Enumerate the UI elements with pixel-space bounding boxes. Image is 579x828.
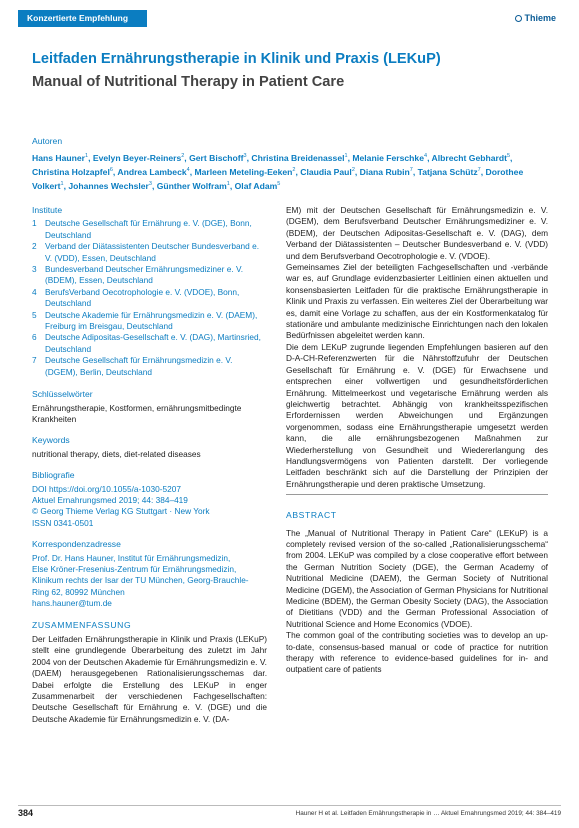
author-name: Tatjana Schütz — [417, 167, 478, 178]
author-affiliation-number: 1 — [226, 181, 230, 188]
author-affiliation-number: 1 — [60, 181, 64, 188]
article-title-german: Leitfaden Ernährungstherapie in Klinik und Praxis (LEKuP) — [32, 51, 441, 67]
author-affiliation-number: 4 — [424, 153, 428, 160]
institute-text: Deutsche Gesellschaft für Ernährung e. V. (DGE), Bonn, Deutschland — [45, 218, 252, 240]
copyright: © Georg Thieme Verlag KG Stuttgart · New York — [32, 506, 210, 517]
author-name: Hans Hauner — [32, 153, 86, 164]
institute-text: Deutsche Gesellschaft für Ernährungsmedizin e. V. (DGEM), Berlin, Deutschland — [45, 355, 233, 377]
abstract-paragraph: The „Manual of Nutritional Therapy in Patient Care“ (LEKuP) is a completely revised version of the so-called „Rationalisierungsschema“ from 2004. LEKuP was compiled by a close cooperative effort between the German Nutrition Society (DGE), the German Academy of Nutritional Medicine (DAEM), the German Society of Nutritional Medicine (DGEM), the Association of German Physicians for Nutritional Medicine (BDEM), the German Obesity Society (DAG), the Association of Dietitians (VDD) and the German Professional Association of Nutritional Science and Home Economics (VDOE). — [286, 527, 548, 629]
institute-item — [32, 332, 267, 355]
thieme-logo-icon — [515, 15, 522, 22]
institute-item — [32, 241, 267, 264]
left-column — [32, 205, 267, 725]
footer-rule — [18, 805, 561, 806]
correspondence-block — [32, 539, 267, 609]
author-affiliation-number: 5 — [277, 181, 281, 188]
author-name: Melanie Ferschke — [352, 153, 424, 164]
author-name: Gert Bischoff — [189, 153, 244, 164]
author-name: Diana Rubin — [359, 167, 410, 178]
author-list: Hans Hauner$^1$, Evelyn Beyer-Reiners$^2$, Gert Bischoff$^3$, Christina Breidenassel$^1$, Melanie Ferschke$^4$, Albrecht Gebhardt$^5$, Christina Holzapfel$^6$, Andrea Lambeck$^4$, Marleen Meteling-Eeken$^2$, Claudia Paul$^2$, Diana Rubin$^7$, Tatjana Schütz$^7$, Dorothee Volkert$^1$, Johannes Wechsler$^3$, Günther Wolfram$^1$, Olaf Adam$^5$ — [32, 153, 524, 192]
author-affiliation-number: 2 — [292, 167, 296, 174]
correspondence-line: Ring 62, 80992 München — [32, 586, 125, 597]
bibliography-block — [32, 470, 267, 529]
author-affiliation-number: 5 — [506, 153, 511, 160]
publisher-logo — [515, 13, 556, 23]
institute-item — [32, 355, 267, 378]
publisher-name: Thieme — [524, 13, 556, 23]
author-name: Marleen Meteling-Eeken — [194, 167, 293, 178]
author-name: Christina Breidenassel — [251, 153, 345, 164]
keywords-de-text: Ernährungstherapie, Kostformen, ernährungsmitbedingte Krankheiten — [32, 402, 242, 424]
author-affiliation-number: 1 — [344, 153, 348, 160]
author-name: Christina Holzapfel — [32, 167, 110, 178]
author-affiliation-number: 2 — [351, 167, 355, 174]
author-affiliation-number: 7 — [477, 167, 481, 174]
page-number: 384 — [18, 808, 34, 818]
author-name: Andrea Lambeck — [117, 167, 187, 178]
author-name: Evelyn Beyer-Reiners — [92, 153, 182, 164]
keywords-en-heading: Keywords — [32, 435, 70, 446]
keywords-de-block — [32, 389, 267, 425]
author-affiliation-number: 7 — [409, 167, 413, 174]
institute-text: BerufsVerband Oecotrophologie e. V. (VDOE), Bonn, Deutschland — [45, 286, 240, 309]
abstract-paragraph: The common goal of the contributing societies was to develop an up-to-date, consensus-based manual or code of practice for nutrition therapy with reference to evidence-based guidelines for in- and outpatient care of patients — [286, 630, 548, 675]
institute-number: 6 — [32, 332, 37, 343]
institute-item — [32, 264, 267, 287]
body-paragraph: EM) mit der Deutschen Gesellschaft für Ernährungsmedizin e. V. (DGEM), dem Berufsverband Deutscher Ernährungsmediziner e. V. (BDEM), der Deutschen Adipositas-Gesellschaft e. V. (DAG), dem Verband der Diätassistenten – Deutscher Bundesverband e. V. (VDD) und dem Berufsverband Oecotrophologie e. V. (VDOE). — [286, 205, 548, 261]
author-affiliation-number: 2 — [181, 153, 185, 160]
author-affiliation-number: 6 — [109, 167, 113, 174]
issn: ISSN 0341-0501 — [32, 517, 94, 528]
doi-link[interactable]: DOI https://doi.org/10.1055/a-1030-5207 — [32, 483, 181, 494]
institute-text: Verband der Diätassistenten Deutscher Bundesverband e. V. (VDD), Essen, Deutschland — [45, 241, 260, 263]
author-affiliation-number: 3 — [148, 181, 152, 188]
institute-number: 7 — [32, 355, 37, 366]
correspondence-line: Else Kröner-Fresenius-Zentrum für Ernährungsmedizin, — [32, 563, 237, 574]
author-name: Albrecht Gebhardt — [431, 153, 507, 164]
institute-number: 2 — [32, 241, 37, 252]
footer-citation: Hauner H et al. Leitfaden Ernährungstherapie in … Aktuel Ernahrungsmed 2019; 44: 384–419 — [295, 810, 561, 817]
right-column — [286, 205, 548, 676]
institute-number: 4 — [32, 286, 37, 297]
institute-number: 1 — [32, 218, 37, 229]
authors-heading: Autoren — [32, 136, 63, 146]
body-paragraph: Gemeinsames Ziel der beteiligten Fachgesellschaften und -verbände war es, auf Grundlage evidenzbasierter Leitlinien einen aktuellen und konsensbasierten Leitfaden für die praktische Ernährungstherapie in Klinik und Praxis zu verfassen. Ein weiteres Ziel der Überarbeitung war es, damit eine Vorlage zu schaffen, aus der ein Kostformenkatalog für stationäre und ambulante medizinische Einrichtungen nach den lokalen Bedürfnissen abgeleitet werden kann. — [286, 262, 548, 341]
section-tag: Konzertierte Empfehlung — [18, 10, 147, 27]
author-name: Johannes Wechsler — [68, 181, 149, 192]
correspondence-heading: Korrespondenzadresse — [32, 539, 121, 550]
keywords-en-text: nutritional therapy, diets, diet-related diseases — [32, 448, 201, 459]
institutes-heading: Institute — [32, 205, 63, 215]
bibliography-heading: Bibliografie — [32, 470, 75, 481]
institute-number: 3 — [32, 264, 37, 275]
authors-block — [32, 135, 552, 192]
institute-number: 5 — [32, 309, 37, 320]
institute-text: Deutsche Akademie für Ernährungsmedizin e. V. (DAEM), Freiburg im Breisgau, Deutschland — [45, 309, 258, 332]
institute-item — [32, 218, 267, 241]
institute-text: Deutsche Adipositas-Gesellschaft e. V. (DAG), Martinsried, Deutschland — [45, 332, 261, 354]
author-name: Dorothee Volkert — [32, 167, 524, 192]
author-name: Günther Wolfram — [156, 181, 227, 192]
institute-item — [32, 310, 267, 333]
body-paragraph: Die dem LEKuP zugrunde liegenden Empfehlungen basieren auf den D-A-CH-Referenzwerten für die Nährstoffzufuhr der Deutschen Gesellschaft für Ernährung e. V. (DGE) für Erwachsene und entsprechen einer vollwertigen und gesundheitsförderlichen Ernährung. Mittelmeerkost und vegetarische Ernährung werden als gleichwertig betrachtet. Abhängig von krankheitsspezifischen Erfordernissen werden Abweichungen und Ergänzungen vorgenommen, sodass eine Ernährungstherapie umgesetzt werden kann, die alle ernährungsbezogenen Maßnahmen zur Wiederherstellung von Gesundheit und Wiedererlangung des Handlungsvermögens von Patienten darstellt. Der vorliegende Leitfaden beschränkt sich auf die Darstellung der Prinzipien der Ernährungstherapie und deren praktische Umsetzung. — [286, 341, 548, 489]
keywords-en-block — [32, 435, 267, 460]
zusammenfassung-heading: ZUSAMMENFASSUNG — [32, 619, 132, 630]
correspondence-line: Klinikum rechts der Isar der TU München, Georg-Brauchle- — [32, 575, 249, 586]
correspondence-email-link[interactable]: hans.hauner@tum.de — [32, 598, 112, 609]
abstract-heading: ABSTRACT — [286, 510, 337, 521]
author-name: Olaf Adam — [234, 181, 278, 192]
author-name: Claudia Paul — [300, 167, 352, 178]
author-affiliation-number: 4 — [186, 167, 190, 174]
institute-text: Bundesverband Deutscher Ernährungsmediziner e. V. (BDEM), Essen, Deutschland — [45, 264, 244, 286]
abstract-divider — [286, 494, 548, 495]
zusammenfassung-text: Der Leitfaden Ernährungstherapie in Klinik und Praxis (LEKuP) stellt eine grundlegende Überarbeitung des zuletzt im Jahr 2004 von der Deutschen Akademie für Ernährungsmedizin e. V. (DAEM) herausgegebenen Rationalisierungsschemas dar. Dabei erfolgte die Erstellung des LEKuP in enger Zusammenarbeit der verschiedenen Fachgesellschaften: Deutsche Gesellschaft für Ernährung e. V. (DGE) und die Deutsche Akademie für Ernährungsmedizin e. V. (DA- — [32, 634, 267, 724]
institute-item — [32, 287, 267, 310]
keywords-de-heading: Schlüsselwörter — [32, 389, 93, 400]
institutes-list — [32, 218, 267, 378]
correspondence-line: Prof. Dr. Hans Hauner, Institut für Ernährungsmedizin, — [32, 552, 231, 563]
author-affiliation-number: 1 — [85, 153, 89, 160]
author-affiliation-number: 3 — [243, 153, 247, 160]
article-title-english: Manual of Nutritional Therapy in Patient Care — [32, 74, 345, 90]
journal-citation: Aktuel Ernahrungsmed 2019; 44: 384–419 — [32, 494, 188, 505]
